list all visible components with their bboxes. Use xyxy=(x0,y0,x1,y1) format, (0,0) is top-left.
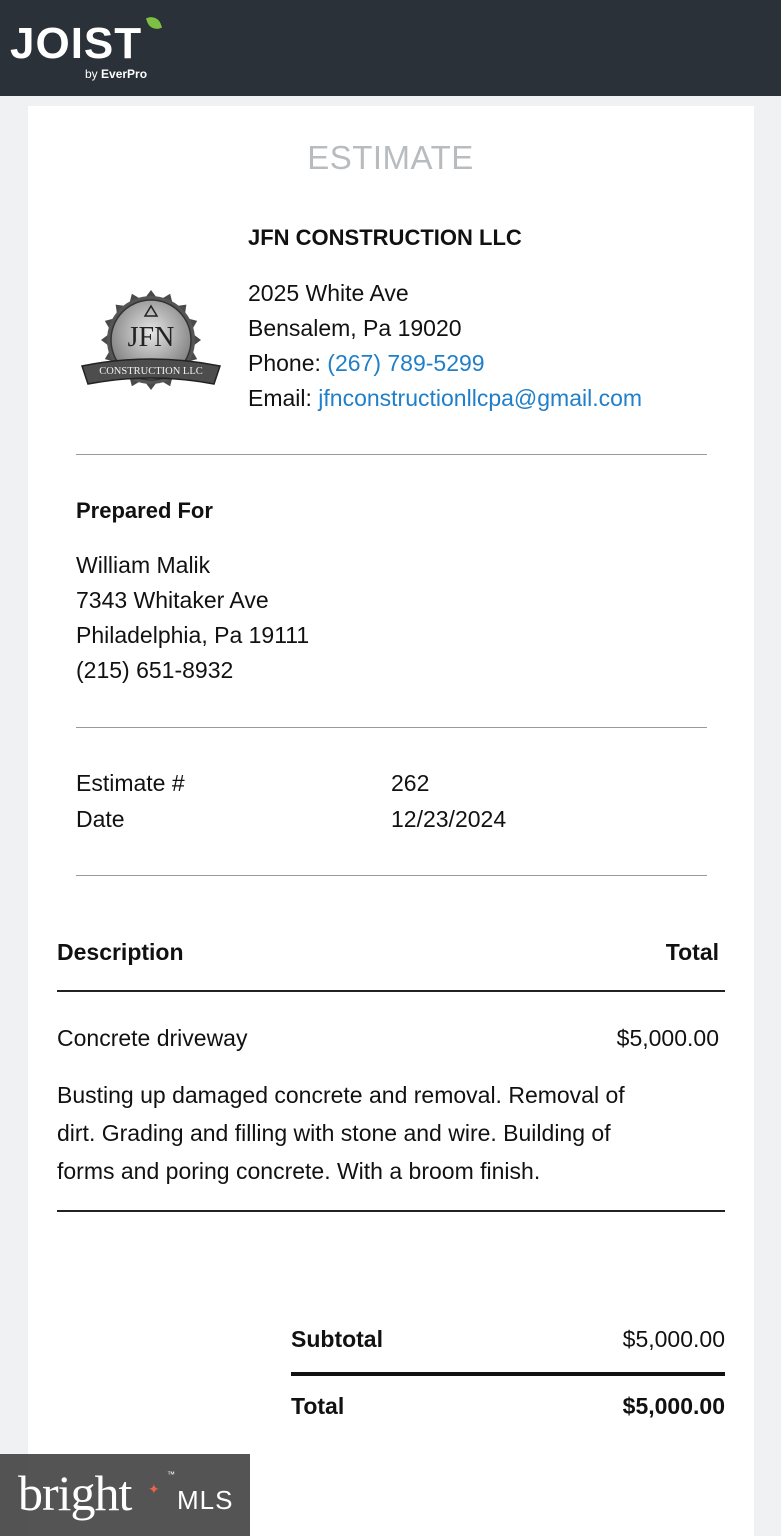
client-name: William Malik xyxy=(76,552,211,578)
document-title: ESTIMATE xyxy=(307,139,474,176)
brand-byline: by EverPro xyxy=(85,67,148,81)
trademark-mark: ™ xyxy=(167,1470,175,1479)
estimate-number-label: Estimate # xyxy=(76,770,185,796)
svg-text:CONSTRUCTION LLC: CONSTRUCTION LLC xyxy=(99,366,203,377)
client-address-line1: 7343 Whitaker Ave xyxy=(76,587,269,613)
divider xyxy=(76,727,707,728)
client-phone: (215) 651-8932 xyxy=(76,657,234,683)
total-value: $5,000.00 xyxy=(622,1393,725,1419)
estimate-number-value: 262 xyxy=(391,770,430,796)
joist-logo[interactable] xyxy=(10,16,170,86)
line-item-details-1: Busting up damaged concrete and removal. Removal of xyxy=(57,1082,625,1108)
company-address-line2: Bensalem, Pa 19020 xyxy=(248,315,462,341)
divider xyxy=(76,875,707,876)
company-name: JFN CONSTRUCTION LLC xyxy=(248,225,522,250)
company-email-row xyxy=(248,384,642,412)
subtotal-value: $5,000.00 xyxy=(622,1326,725,1352)
watermark-brand: bright xyxy=(18,1465,132,1521)
divider xyxy=(76,454,707,455)
client-address-line2: Philadelphia, Pa 19111 xyxy=(76,622,310,648)
leaf-icon xyxy=(146,14,162,31)
subtotal-label: Subtotal xyxy=(291,1326,383,1352)
bright-mls-watermark xyxy=(0,1454,250,1536)
company-phone-link[interactable]: (267) 789-5299 xyxy=(327,350,485,376)
line-item-details-3: forms and poring concrete. With a broom finish. xyxy=(57,1158,541,1184)
phone-label: Phone: xyxy=(248,350,328,376)
email-label: Email: xyxy=(248,385,319,411)
svg-text:JFN: JFN xyxy=(127,322,175,353)
watermark-suffix: MLS xyxy=(177,1485,234,1515)
date-label: Date xyxy=(76,806,125,832)
star-icon: ✦ xyxy=(148,1481,160,1497)
company-phone-row xyxy=(248,349,485,377)
prepared-for-heading: Prepared For xyxy=(76,498,213,523)
line-item-name: Concrete driveway xyxy=(57,1025,248,1051)
company-logo xyxy=(78,288,224,400)
date-value: 12/23/2024 xyxy=(391,806,507,832)
table-header-divider xyxy=(57,990,725,992)
app-header xyxy=(0,0,781,96)
table-bottom-divider xyxy=(57,1210,725,1212)
line-item-details-2: dirt. Grading and filling with stone and wire. Building of xyxy=(57,1120,611,1146)
company-email-link[interactable]: jfnconstructionllcpa@gmail.com xyxy=(318,385,643,411)
totals-divider xyxy=(291,1372,725,1376)
line-item-total: $5,000.00 xyxy=(616,1025,719,1051)
company-address-line1: 2025 White Ave xyxy=(248,280,409,306)
column-header-description: Description xyxy=(57,939,184,965)
brand-wordmark: JOIST xyxy=(10,19,143,68)
total-label: Total xyxy=(291,1393,345,1419)
column-header-total: Total xyxy=(665,939,719,965)
